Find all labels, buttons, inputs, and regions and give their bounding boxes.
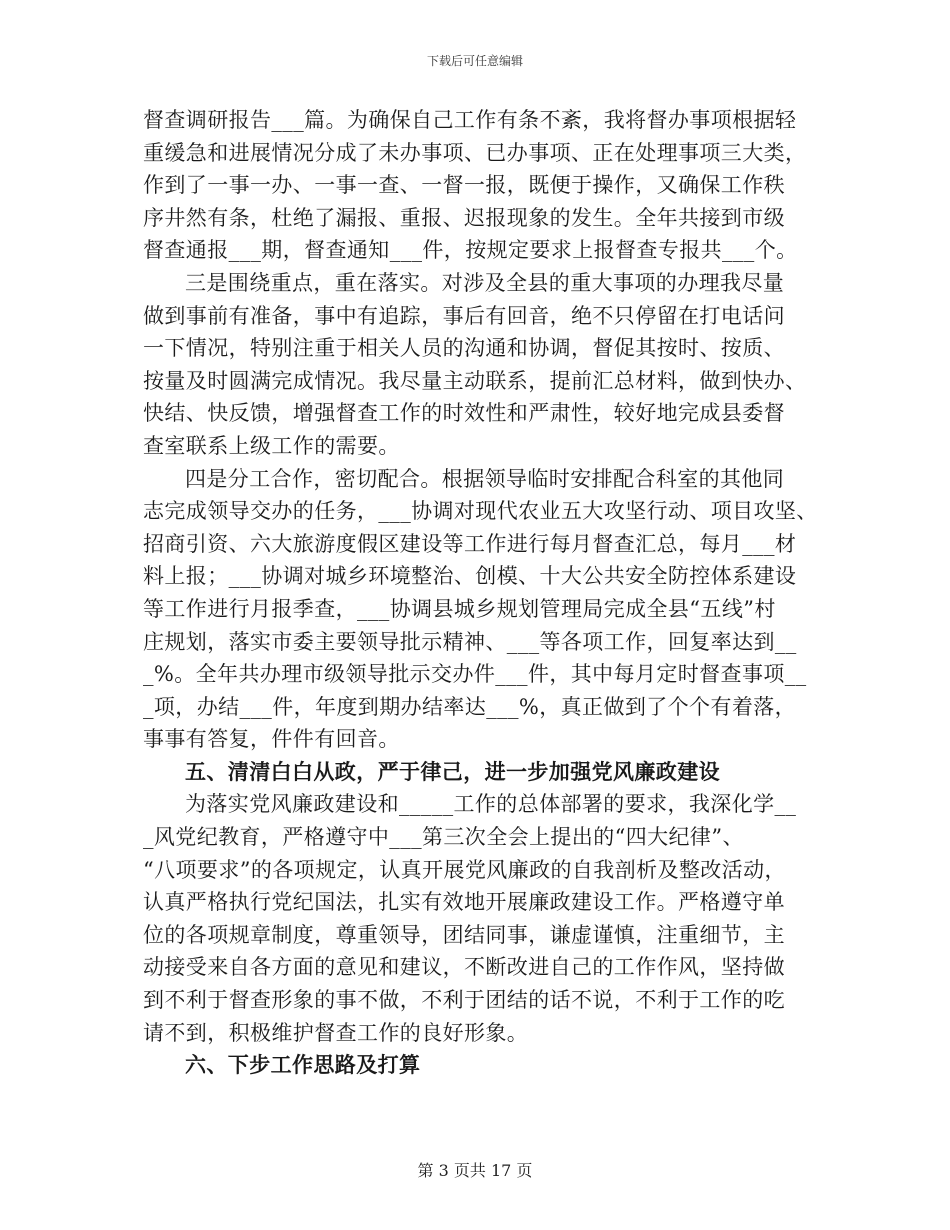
body-text-line: 事事有答复，件件有回音。 [143,727,400,752]
page-header: 下载后可任意编辑 [426,54,523,68]
body-text-line: 快结、快反馈，增强督查工作的时效性和严肃性，较好地完成县委督 [143,401,785,426]
body-text-line: 为落实党风廉政建设和_____工作的总体部署的要求，我深化学__ [185,792,797,817]
body-text-line: 到不利于督查形象的事不做，不利于团结的话不说，不利于工作的吃 [143,988,785,1013]
body-text-line: 三是围绕重点，重在落实。对涉及全县的重大事项的办理我尽量 [185,270,785,295]
document-body [143,104,818,1082]
body-text-line: 料上报；___协调对城乡环境整治、创模、十大公共安全防控体系建设 [143,564,797,589]
body-text-line: 一下情况，特别注重于相关人员的沟通和协调，督促其按时、按质、 [143,336,785,361]
body-text-line: 认真严格执行党纪国法，扎实有效地开展廉政建设工作。严格遵守单 [143,890,785,915]
body-text-line: 招商引资、六大旅游度假区建设等工作进行每月督查汇总，每月___材 [143,531,797,556]
body-text-line: 作到了一事一办、一事一查、一督一报，既便于操作，又确保工作秩 [143,173,785,198]
body-text-line: 按量及时圆满完成情况。我尽量主动联系，提前汇总材料，做到快办、 [143,368,807,393]
body-text-line: 做到事前有准备，事中有追踪，事后有回音，绝不只停留在打电话问 [143,303,785,328]
body-text-line: 序井然有条，杜绝了漏报、重报、迟报现象的发生。全年共接到市级 [143,205,785,230]
body-text-line: 动接受来自各方面的意见和建议，不断改进自己的工作作风，坚持做 [143,955,785,980]
body-text-line: “八项要求”的各项规定，认真开展党风廉政的自我剖析及整改活动， [143,857,786,882]
body-text-line: 督查调研报告___篇。为确保自己工作有条不紊，我将督办事项根据轻 [143,108,797,132]
body-text-line: 四是分工合作，密切配合。根据领导临时安排配合科室的其他同 [185,466,785,491]
body-text-line: 庄规划，落实市委主要领导批示精神、___等各项工作，回复率达到__ [143,629,797,654]
body-text-line: 查室联系上级工作的需要。 [143,433,400,458]
body-text-line: 志完成领导交办的任务，___协调对现代农业五大攻坚行动、项目攻坚、 [143,499,818,524]
body-text-line: _风党纪教育，严格遵守中___第三次全会上提出的“四大纪律”、 [143,825,744,850]
body-text-line: 重缓急和进展情况分成了未办事项、已办事项、正在处理事项三大类， [143,140,807,165]
body-text-line: 等工作进行月报季查，___协调县城乡规划管理局完成全县“五线”村 [143,596,776,621]
body-text-line: 位的各项规章制度，尊重领导，团结同事，谦虚谨慎，注重细节，主 [143,922,785,947]
body-text-line: _%。全年共办理市级领导批示交办件___件，其中每月定时督查事项__ [143,662,807,687]
body-text-line: 请不到，积极维护督查工作的良好形象。 [143,1020,529,1045]
section-heading: 五、清清白白从政，严于律己，进一步加强党风廉政建设 [185,758,720,784]
page-number: 第 3 页共 17 页 [417,1161,533,1180]
section-heading: 六、下步工作思路及打算 [185,1052,421,1078]
body-text-line: _项，办结___件，年度到期办结率达___%，真正做到了个个有着落， [143,694,797,719]
body-text-line: 督查通报___期，督查通知___件，按规定要求上报督查专报共___个。 [143,238,798,263]
